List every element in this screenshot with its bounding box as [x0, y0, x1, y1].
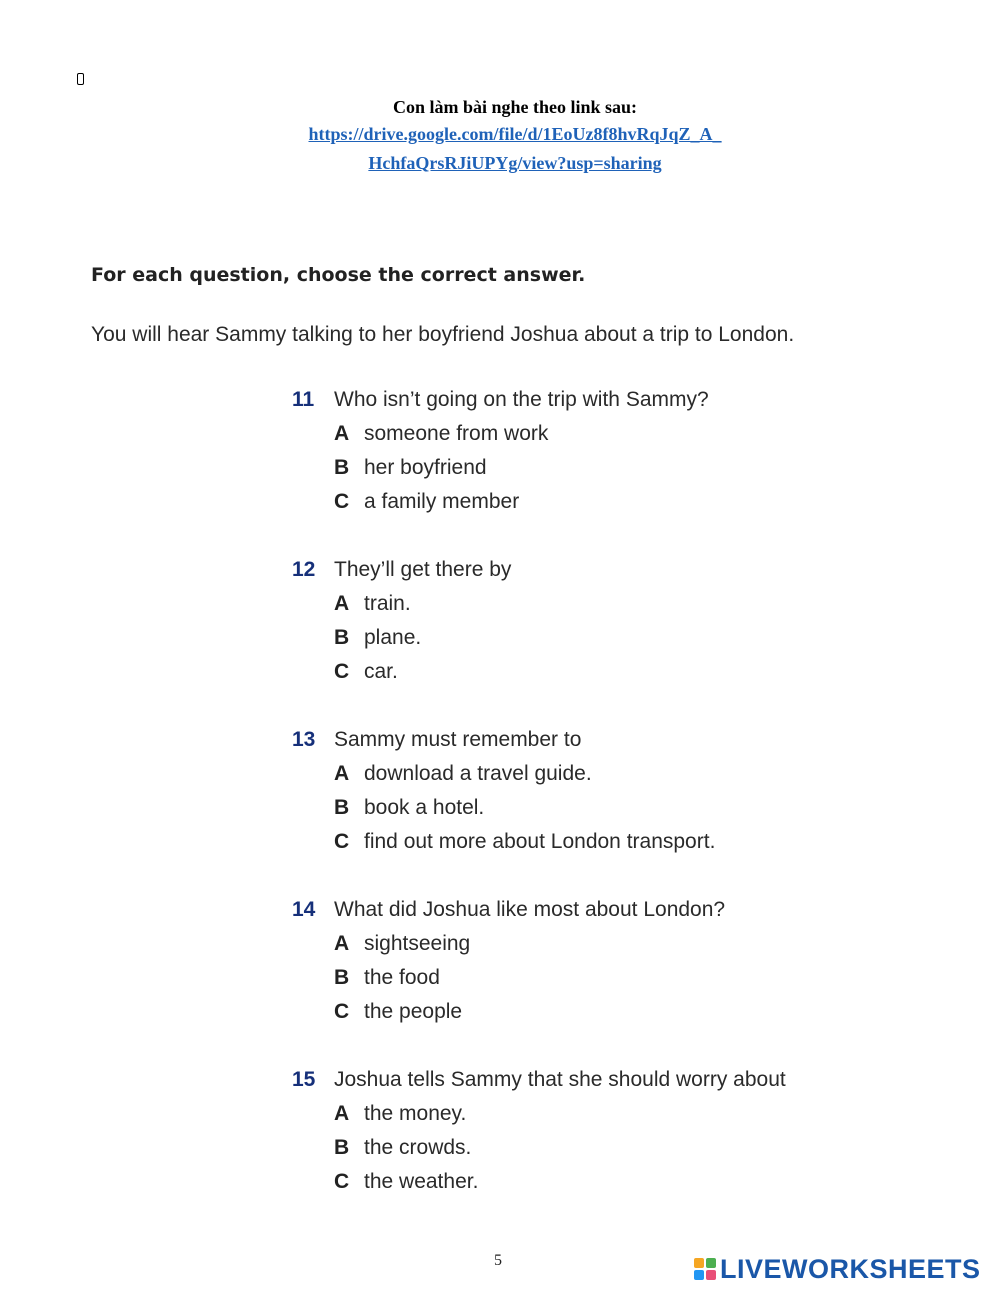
option-text: book a hotel.: [364, 796, 485, 819]
option-letter: A: [334, 762, 350, 785]
option-text: a family member: [364, 490, 520, 513]
question-number: 14: [292, 898, 316, 921]
answer-option[interactable]: [292, 1097, 786, 1131]
intro-text: You will hear Sammy talking to her boyfriend Joshua about a trip to London.: [91, 323, 795, 346]
option-letter: A: [334, 1102, 350, 1125]
answer-option[interactable]: [292, 1165, 786, 1199]
option-letter: C: [334, 490, 350, 513]
option-letter: C: [334, 1000, 350, 1023]
answer-option[interactable]: [292, 655, 511, 689]
answer-option[interactable]: [292, 451, 709, 485]
question-stem: [292, 893, 725, 927]
option-text: the food: [364, 966, 440, 989]
question-stem: [292, 723, 715, 757]
option-text: download a travel guide.: [364, 762, 592, 785]
option-letter: B: [334, 626, 350, 649]
option-text: train.: [364, 592, 411, 615]
question-stem: [292, 553, 511, 587]
bullet-marker: [77, 73, 84, 85]
question-15: [292, 1063, 786, 1199]
option-letter: B: [334, 1136, 350, 1159]
option-letter: A: [334, 592, 350, 615]
answer-option[interactable]: [292, 927, 725, 961]
question-text: Sammy must remember to: [334, 728, 582, 751]
option-text: the people: [364, 1000, 463, 1023]
question-11: [292, 383, 709, 519]
question-text: Joshua tells Sammy that she should worry about: [334, 1068, 786, 1091]
question-text: Who isn’t going on the trip with Sammy?: [334, 388, 709, 411]
question-number: 13: [292, 728, 316, 751]
option-letter: B: [334, 456, 350, 479]
liveworksheets-logo[interactable]: [694, 1255, 981, 1283]
answer-option[interactable]: [292, 757, 715, 791]
question-text: They’ll get there by: [334, 558, 512, 581]
option-text: the weather.: [364, 1170, 479, 1193]
page-number: 5: [494, 1252, 502, 1269]
header-text: Con làm bài nghe theo link sau:: [392, 97, 638, 117]
option-text: the money.: [364, 1102, 467, 1125]
question-stem: [292, 383, 709, 417]
answer-option[interactable]: [292, 485, 709, 519]
question-12: [292, 553, 511, 689]
option-text: car.: [364, 660, 398, 683]
answer-option[interactable]: [292, 417, 709, 451]
logo-text: LIVEWORKSHEETS: [720, 1253, 981, 1284]
instruction-heading: For each question, choose the correct answer.: [91, 264, 586, 286]
answer-option[interactable]: [292, 621, 511, 655]
question-text: What did Joshua like most about London?: [334, 898, 726, 921]
option-text: the crowds.: [364, 1136, 472, 1159]
option-text: plane.: [364, 626, 422, 649]
question-number: 11: [292, 388, 315, 411]
option-text: find out more about London transport.: [364, 830, 716, 853]
answer-option[interactable]: [292, 791, 715, 825]
answer-option[interactable]: [292, 961, 725, 995]
question-number: 12: [292, 558, 316, 581]
question-14: [292, 893, 725, 1029]
answer-option[interactable]: [292, 1131, 786, 1165]
audio-link[interactable]: [0, 120, 1000, 178]
option-letter: A: [334, 932, 350, 955]
header: [0, 94, 1000, 178]
audio-link-line2: HchfaQrsRJiUPYg/view?usp=sharing: [368, 153, 662, 173]
audio-link-line1: https://drive.google.com/file/d/1EoUz8f8hvRqJqZ_A_: [308, 124, 722, 144]
option-text: sightseeing: [364, 932, 471, 955]
logo-blocks-icon: [694, 1258, 716, 1280]
question-13: [292, 723, 715, 859]
answer-option[interactable]: [292, 825, 715, 859]
option-letter: C: [334, 1170, 350, 1193]
option-letter: C: [334, 660, 350, 683]
option-letter: A: [334, 422, 350, 445]
option-letter: B: [334, 966, 350, 989]
answer-option[interactable]: [292, 995, 725, 1029]
question-stem: [292, 1063, 786, 1097]
option-text: her boyfriend: [364, 456, 487, 479]
option-letter: B: [334, 796, 350, 819]
question-number: 15: [292, 1068, 316, 1091]
option-letter: C: [334, 830, 350, 853]
answer-option[interactable]: [292, 587, 511, 621]
option-text: someone from work: [364, 422, 549, 445]
